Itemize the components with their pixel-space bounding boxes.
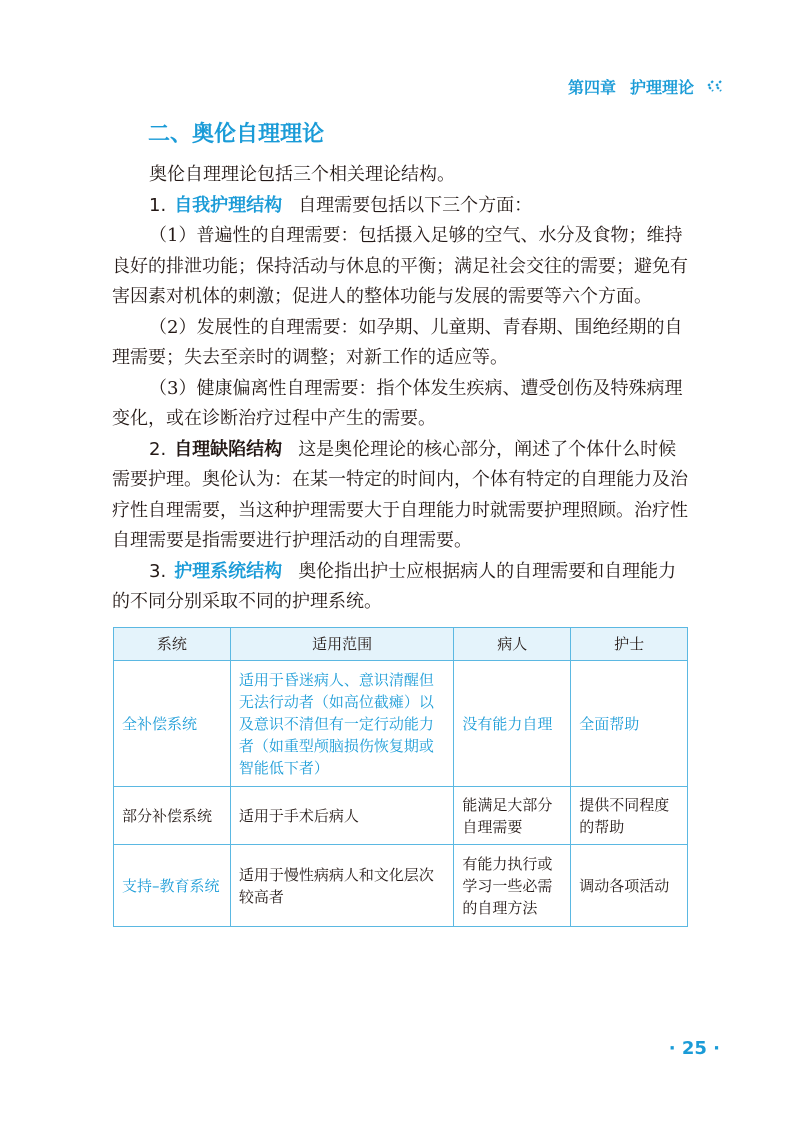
chapter-title: 护理理论: [629, 77, 694, 97]
table-cell: 适用于手术后病人: [230, 787, 454, 845]
table-cell: 提供不同程度的帮助: [571, 787, 688, 845]
running-header: [568, 74, 724, 98]
table-row: [114, 845, 688, 927]
universal-needs-paragraph: （1）普遍性的自理需要：包括摄入足够的空气、水分及食物；维持良好的排泄功能；保持活动与休息的平衡；满足社会交往的需要；避免有害因素对机体的刺激；促进人的整体功能与发展的需要等六个方面。: [112, 225, 688, 307]
table-cell: 适用于慢性病病人和文化层次较高者: [230, 845, 454, 927]
table-cell: 能满足大部分自理需要: [454, 787, 571, 845]
intro-paragraph: 奥伦自理理论包括三个相关理论结构。: [149, 164, 455, 185]
header-cell-patient: 病人: [454, 628, 571, 661]
page-number: [669, 1038, 720, 1059]
structure-3-text: 奥伦指出护士应根据病人的自理需要和自理能力的不同分别采取不同的护理系统。: [112, 560, 677, 612]
nursing-system-table: [113, 627, 688, 927]
table-cell: 没有能力自理: [454, 661, 571, 787]
table-cell: 有能力执行或学习一些必需的自理方法: [454, 845, 571, 927]
page-dot-left-icon: ·: [668, 1038, 676, 1059]
section-title: 二、奥伦自理理论: [148, 122, 325, 147]
page-number-value: 25: [681, 1038, 707, 1059]
structure-2-text: 这是奥伦理论的核心部分，阐述了个体什么时候需要护理。奥伦认为：在某一特定的时间内，个体有特定的自理能力及治疗性自理需要，当这种护理需要大于自理能力时就需要护理照顾。治疗性自理需要是指需要进行护理活动的自理需要。: [112, 438, 688, 551]
structure-3-paragraph: [112, 557, 692, 618]
structure-1-heading: 自我护理结构: [174, 194, 283, 216]
table-row: [114, 661, 688, 787]
header-cell-system: 系统: [114, 628, 231, 661]
chapter-label: 第四章: [567, 77, 616, 97]
table-row: [114, 787, 688, 845]
header-cell-nurse: 护士: [571, 628, 688, 661]
table-cell: 支持–教育系统: [114, 845, 231, 927]
page-dot-right-icon: ·: [713, 1038, 720, 1059]
table-header-row: [114, 628, 688, 661]
header-cell-scope: 适用范围: [230, 628, 454, 661]
table-cell: 适用于昏迷病人、意识清醒但无法行动者（如高位截瘫）以及意识不清但有一定行动能力者（如重型颅脑损伤恢复期或智能低下者）: [230, 661, 454, 787]
structure-1-number: 1.: [149, 194, 167, 216]
structure-3-number: 3.: [149, 560, 167, 582]
structure-1-paragraph: [112, 191, 692, 222]
structure-2-number: 2.: [149, 438, 167, 460]
body-text: [112, 160, 692, 618]
table-cell: 全面帮助: [571, 661, 688, 787]
table-cell: 调动各项活动: [571, 845, 688, 927]
developmental-needs-paragraph: （2）发展性的自理需要：如孕期、儿童期、青春期、围绝经期的自理需要；失去至亲时的调整；对新工作的适应等。: [112, 316, 683, 368]
table-cell: 全补偿系统: [114, 661, 231, 787]
double-chevron-left-icon: [706, 79, 724, 93]
structure-2-paragraph: [112, 435, 692, 557]
table-cell: 部分补偿系统: [114, 787, 231, 845]
structure-2-heading: 自理缺陷结构: [174, 438, 283, 460]
structure-1-text: 自理需要包括以下三个方面：: [298, 194, 533, 216]
health-deviation-paragraph: （3）健康偏离性自理需要：指个体发生疾病、遭受创伤及特殊病理变化，或在诊断治疗过程中产生的需要。: [112, 377, 683, 429]
structure-3-heading: 护理系统结构: [174, 560, 283, 582]
